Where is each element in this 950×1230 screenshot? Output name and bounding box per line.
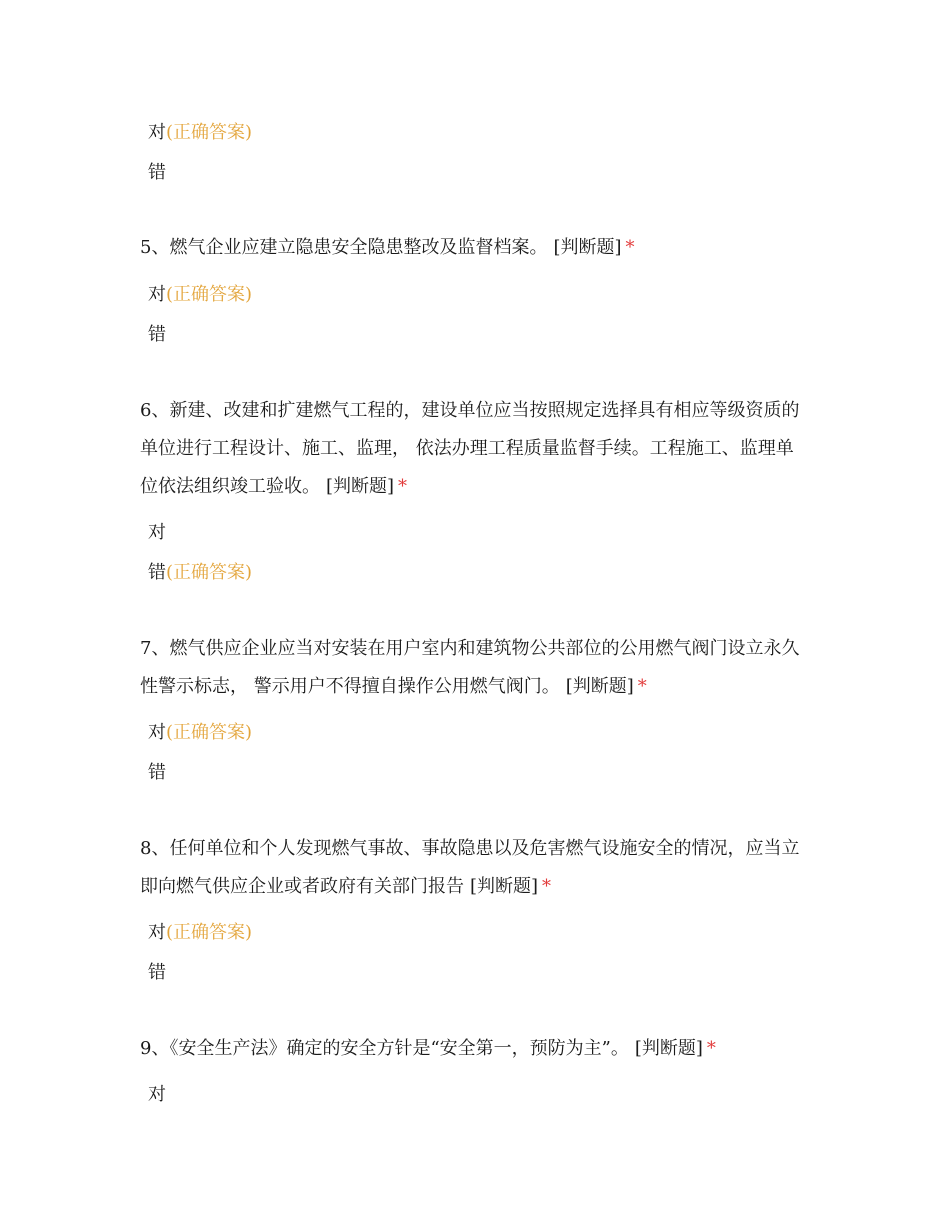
q4-option-false[interactable] [148,161,166,185]
correct-answer-marker: (正确答案) [166,122,253,143]
question-text: 9、《安全生产法》确定的安全方针是“安全第一，预防为主”。 [140,1038,629,1059]
question-type: [判断题] [565,676,634,697]
option-label: 错 [148,562,166,583]
q9-question-text [140,1030,810,1068]
option-label: 对 [148,522,166,543]
required-marker: * [398,476,408,497]
correct-answer-marker: (正确答案) [166,722,253,743]
required-marker: * [637,676,647,697]
question-text: 8、任何单位和个人发现燃气事故、事故隐患以及危害燃气设施安全的情况，应当立即向燃气供应企业或者政府有关部门报告 [140,838,800,897]
q7-question-text [140,630,810,706]
q6-option-true[interactable] [148,521,166,545]
option-label: 错 [148,324,166,345]
option-label: 对 [148,1084,166,1105]
correct-answer-marker: (正确答案) [166,922,253,943]
q8-option-true[interactable] [148,921,252,945]
option-label: 对 [148,122,166,143]
q5-question-text [140,229,810,267]
q8-option-false[interactable] [148,961,166,985]
q5-question [140,229,810,267]
correct-answer-marker: (正确答案) [166,562,253,583]
q6-question-text [140,392,810,506]
q5-option-false[interactable] [148,323,166,347]
q7-option-false[interactable] [148,761,166,785]
q7-option-true[interactable] [148,721,252,745]
option-label: 错 [148,762,166,783]
option-label: 对 [148,922,166,943]
question-type: [判断题] [634,1038,703,1059]
option-label: 错 [148,962,166,983]
correct-answer-marker: (正确答案) [166,284,253,305]
q9-option-true[interactable] [148,1083,166,1107]
question-text: 6、新建、改建和扩建燃气工程的，建设单位应当按照规定选择具有相应等级资质的单位进行工程设计、施工、监理， 依法办理工程质量监督手续。工程施工、监理单位依法组织竣工验收。 [140,400,800,497]
q6-question [140,392,810,506]
question-text: 7、燃气供应企业应当对安装在用户室内和建筑物公共部位的公用燃气阀门设立永久性警示标志， 警示用户不得擅自操作公用燃气阀门。 [140,638,800,697]
q8-question [140,830,810,906]
q6-option-false[interactable] [148,561,252,585]
option-label: 错 [148,162,166,183]
question-type: [判断题] [470,876,539,897]
question-text: 5、燃气企业应建立隐患安全隐患整改及监督档案。 [140,237,548,258]
question-type: [判断题] [553,237,622,258]
q4-option-true[interactable] [148,121,252,145]
question-type: [判断题] [326,476,395,497]
q9-question [140,1030,810,1068]
q5-option-true[interactable] [148,283,252,307]
required-marker: * [625,237,635,258]
option-label: 对 [148,284,166,305]
required-marker: * [706,1038,716,1059]
q8-question-text [140,830,810,906]
option-label: 对 [148,722,166,743]
q7-question [140,630,810,706]
required-marker: * [542,876,552,897]
